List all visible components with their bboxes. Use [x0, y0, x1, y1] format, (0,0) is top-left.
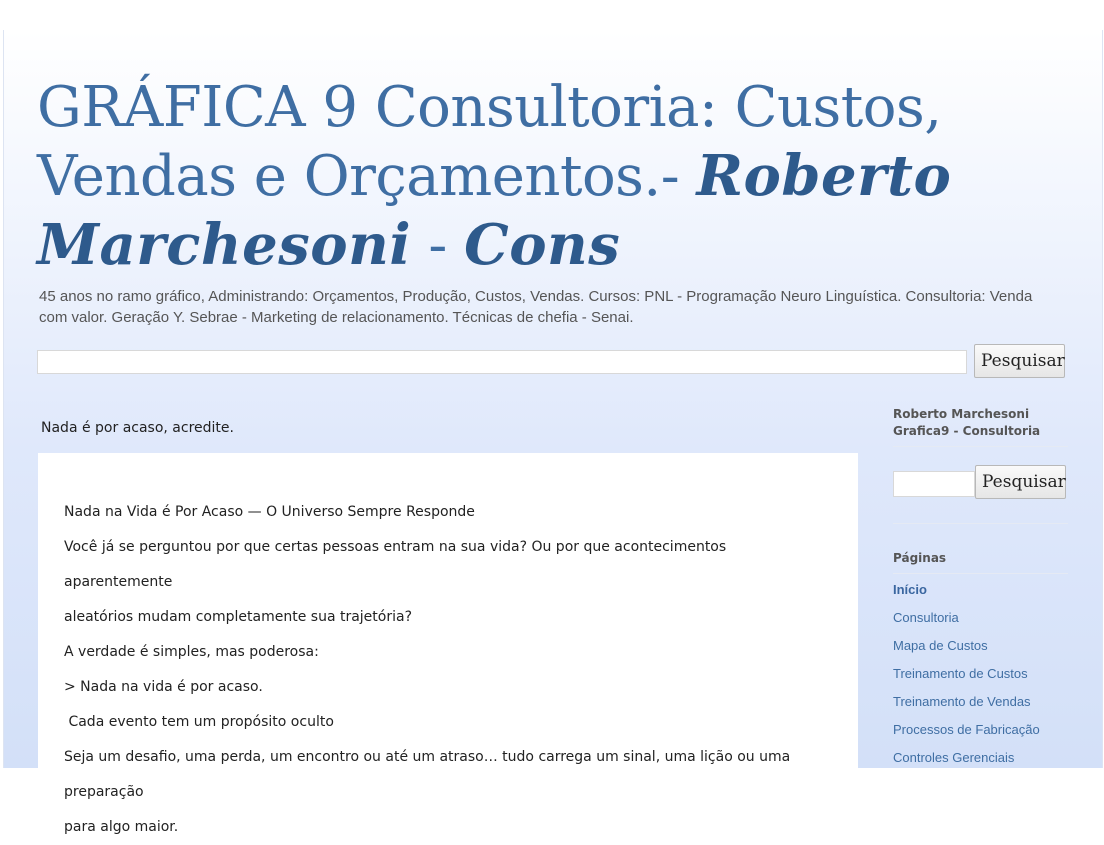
post-body	[38, 453, 858, 845]
blog-title-name-continued: Cons	[464, 212, 621, 278]
pages-list	[893, 576, 1068, 772]
page-link-controles-gerenciais[interactable]: Controles Gerenciais	[893, 750, 1015, 765]
search-input[interactable]	[37, 350, 967, 374]
sidebar	[893, 406, 1068, 772]
profile-widget-title[interactable]: Roberto Marchesoni Grafica9 - Consultoria	[893, 406, 1068, 447]
blog-title[interactable]	[37, 74, 1047, 280]
search-button[interactable]: Pesquisar	[974, 344, 1065, 378]
post-date-header: Nada é por acaso, acredite.	[41, 420, 234, 436]
header-search	[37, 344, 1067, 382]
sidebar-search-input[interactable]	[893, 471, 975, 497]
pages-widget-title: Páginas	[893, 550, 1068, 574]
post-paragraph: Cada evento tem um propósito oculto	[64, 714, 334, 730]
page-link-treinamento-de-vendas[interactable]: Treinamento de Vendas	[893, 694, 1031, 709]
post-paragraph: aleatórios mudam completamente sua trajetória?	[64, 609, 413, 625]
page-link-consultoria[interactable]: Consultoria	[893, 610, 959, 625]
page-link-mapa-de-custos[interactable]: Mapa de Custos	[893, 638, 988, 653]
sidebar-search-button[interactable]: Pesquisar	[975, 465, 1066, 499]
page-link-processos-de-fabricacao[interactable]: Processos de Fabricação	[893, 722, 1040, 737]
page-link-treinamento-de-custos[interactable]: Treinamento de Custos	[893, 666, 1028, 681]
blog-description: 45 anos no ramo gráfico, Administrando: Orçamentos, Produção, Custos, Vendas. Cursos: PNL - Programação Neuro Linguística. Consultoria: Venda com valor. Geração Y. Sebrae - Marketing de relacionamento. Técnicas de chefia - Senai.	[39, 288, 1033, 326]
blog-title-separator: -	[411, 213, 465, 278]
sidebar-divider	[893, 523, 1068, 524]
blog-title-name: Roberto Marchesoni	[37, 143, 952, 278]
post-paragraph: para algo maior.	[64, 819, 179, 835]
page-background	[3, 30, 1103, 835]
page-link-inicio[interactable]: Início	[893, 582, 927, 597]
post-paragraph: Você já se perguntou por que certas pessoas entram na sua vida? Ou por que acontecimentos aparentemente	[64, 539, 727, 590]
sidebar-search	[893, 465, 1068, 501]
post-paragraph: > Nada na vida é por acaso.	[64, 679, 263, 695]
post-paragraph: Nada na Vida é Por Acaso — O Universo Sempre Responde	[64, 504, 475, 520]
post-card	[38, 453, 858, 835]
post-paragraph: A verdade é simples, mas poderosa:	[64, 644, 319, 660]
blog-title-text: GRÁFICA 9 Consultoria: Custos, Vendas e Orçamentos.-	[37, 75, 942, 209]
post-paragraph: Seja um desafio, uma perda, um encontro ou até um atraso… tudo carrega um sinal, uma lição ou uma preparação	[64, 749, 791, 800]
